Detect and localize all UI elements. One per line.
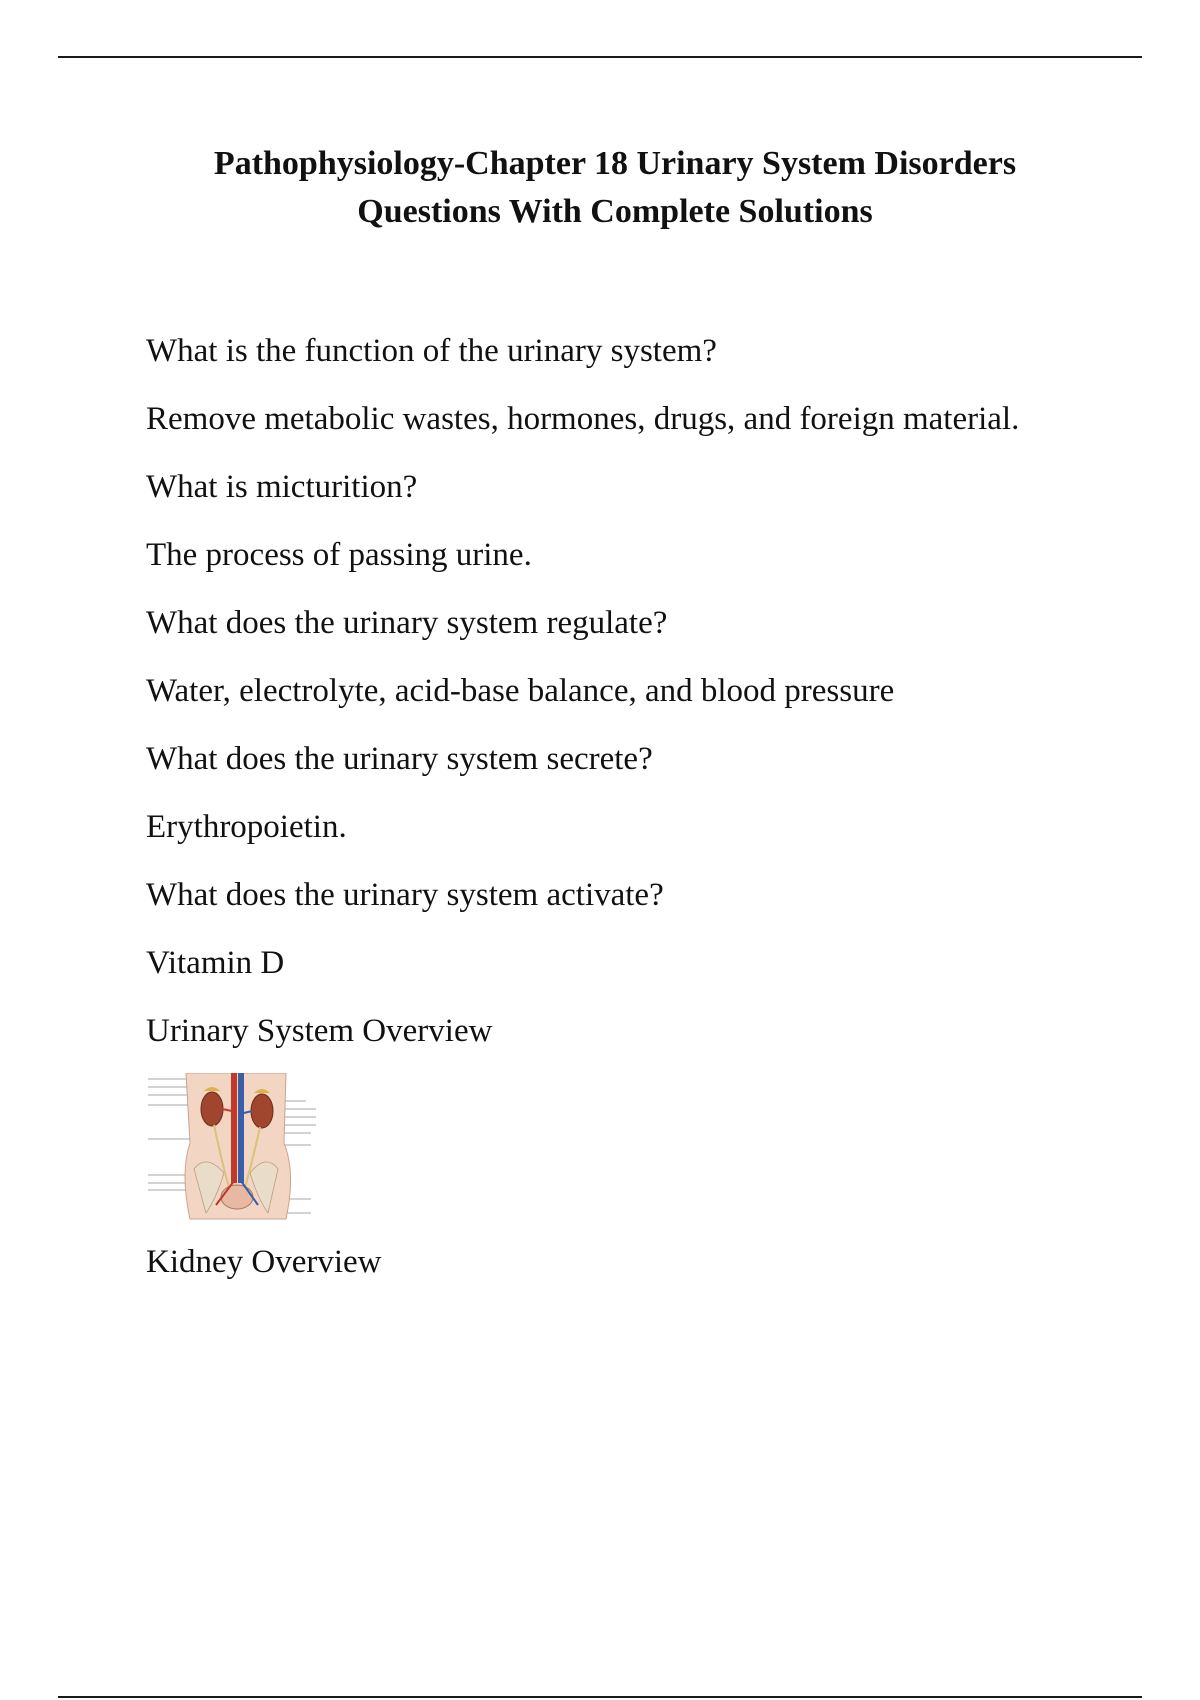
- document-title: [120, 140, 1110, 236]
- heading-kidney-overview: Kidney Overview: [146, 1244, 382, 1280]
- question-micturition: What is micturition?: [146, 469, 418, 505]
- answer-secrete: Erythropoietin.: [146, 809, 347, 845]
- question-secrete: What does the urinary system secrete?: [146, 741, 653, 777]
- title-line-1: Pathophysiology-Chapter 18 Urinary System Disorders: [213, 145, 1017, 182]
- title-line-2: Questions With Complete Solutions: [357, 193, 873, 230]
- answer-function: Remove metabolic wastes, hormones, drugs, and foreign material.: [146, 401, 1020, 437]
- answer-micturition: The process of passing urine.: [146, 537, 532, 573]
- answer-regulate: Water, electrolyte, acid-base balance, and blood pressure: [146, 673, 895, 709]
- question-function: What is the function of the urinary system?: [146, 333, 717, 369]
- question-regulate: What does the urinary system regulate?: [146, 605, 668, 641]
- top-rule: [58, 56, 1142, 58]
- heading-urinary-overview: Urinary System Overview: [146, 1013, 493, 1049]
- answer-activate: Vitamin D: [146, 945, 285, 981]
- document-body: [146, 328, 1076, 1307]
- bottom-rule: [58, 1696, 1142, 1698]
- urinary-system-anatomy-illustration: [146, 1073, 332, 1221]
- question-activate: What does the urinary system activate?: [146, 877, 664, 913]
